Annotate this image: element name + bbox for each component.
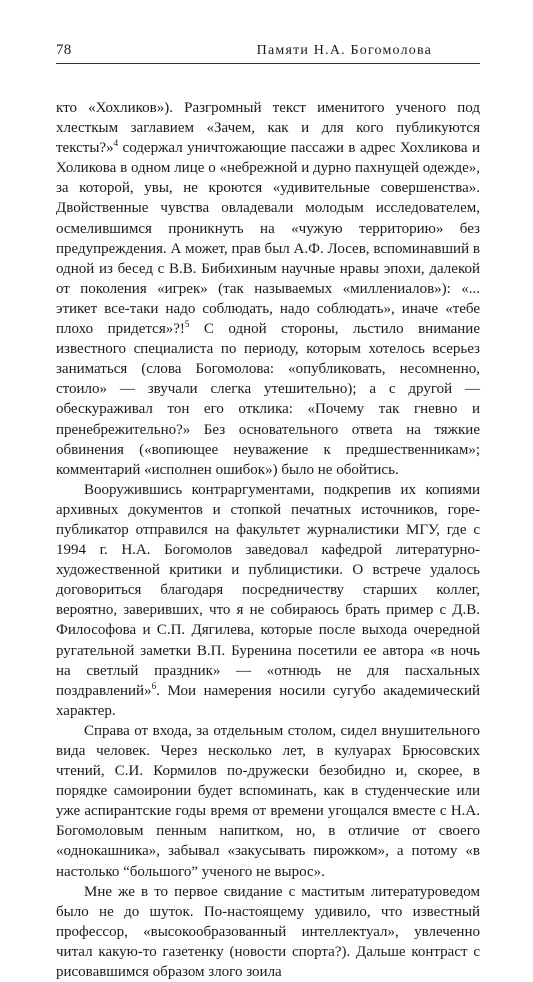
paragraph-2-text-end: . Мои намерения носили сугубо академический характер. <box>56 682 480 719</box>
paragraph-1-text-end: С одной стороны, льстило внимание известного специалиста по периоду, которым хотелось всерьез заниматься (слова Богомолова: «опубликовать, несомненно, стоило» — звучали слегка утешительно); а с другой — обескураживал тон его отклика: «Почему так гневно и пренебрежительно?» Без основательного ответа на тяжкие обвинения («вопиющее неуважение к предшественникам»; комментарий «исполнен ошибок») было не обойтись. <box>56 321 480 478</box>
body-text <box>56 98 480 982</box>
footnote-ref-6[interactable]: 6 <box>151 680 157 691</box>
paragraph-3 <box>56 721 480 882</box>
running-head-title: Памяти Н.А. Богомолова <box>256 43 432 58</box>
paragraph-4 <box>56 882 480 982</box>
footnote-ref-5[interactable]: 5 <box>184 319 190 330</box>
paragraph-4-text: Мне же в то первое свидание с маститым литературоведом было не до шуток. По-настоящему удивило, что известный профессор, «высокообразованный интеллектуал», увлеченно читал какую-то газетенку (новости спорта?). Дальше контраст с рисовавшимся образом злого зоила <box>56 883 480 981</box>
footnote-ref-4[interactable]: 4 <box>113 138 119 149</box>
paragraph-2 <box>56 480 480 721</box>
running-head <box>56 40 480 64</box>
paragraph-1-text-cont: содержал уничтожающие пассажи в адрес Хохликова и Холикова в одном лице о «небрежной и дурно пахнущей одежде», за которой, увы, не кроются «удивительные совершенства». Двойственные чувства овладевали молодым исследователем, осмелившимся проникнуть на «чужую территорию» без предупреждения. А может, прав был А.Ф. Лосев, вспоминавший в одной из бесед с В.В. Бибихиным научные нравы эпохи, далекой от поколения «игрек» (так называемых «миллениалов»): «... этикет все-таки надо соблюдать, надо соблюдать», иначе «тебе плохо придется»?! <box>56 140 480 338</box>
paragraph-1 <box>56 98 480 480</box>
paragraph-2-text: Вооружившись контраргументами, подкрепив их копиями архивных документов и стопкой печатных источников, горе-публикатор отправился на факультет журналистики МГУ, где с 1994 г. Н.А. Богомолов заведовал кафедрой литературно-художественной критики и публицистики. О встрече удалось договориться благодаря посредничеству старших коллег, вероятно, заверивших, что я не собираюсь брать пример с Д.В. Философова и С.П. Дягилева, которые после выхода очередной ругательной заметки В.П. Буренина посетили ее автора «в ночь на светлый праздник» — «отнюдь не для пасхальных поздравлений» <box>56 481 480 699</box>
paragraph-3-text: Справа от входа, за отдельным столом, сидел внушительного вида человек. Через несколько лет, в кулуарах Брюсовских чтений, С.И. Кормилов по-дружески безобидно и, скорее, в порядке самоиронии будет вспоминать, как в студенческие или уже аспирантские годы время от времени угощался вместе с Н.А. Богомоловым пенным напитком, но, в отличие от своего «однокашника», забывал «закусывать пирожком», а потому «в настолько “большого” ученого не вырос». <box>56 722 480 880</box>
paragraph-1-text: кто «Хохликов»). Разгромный текст именитого ученого под хлесткым заглавием «Зачем, как и для кого публикуются тексты?» <box>56 100 480 157</box>
page-number: 78 <box>56 42 72 58</box>
